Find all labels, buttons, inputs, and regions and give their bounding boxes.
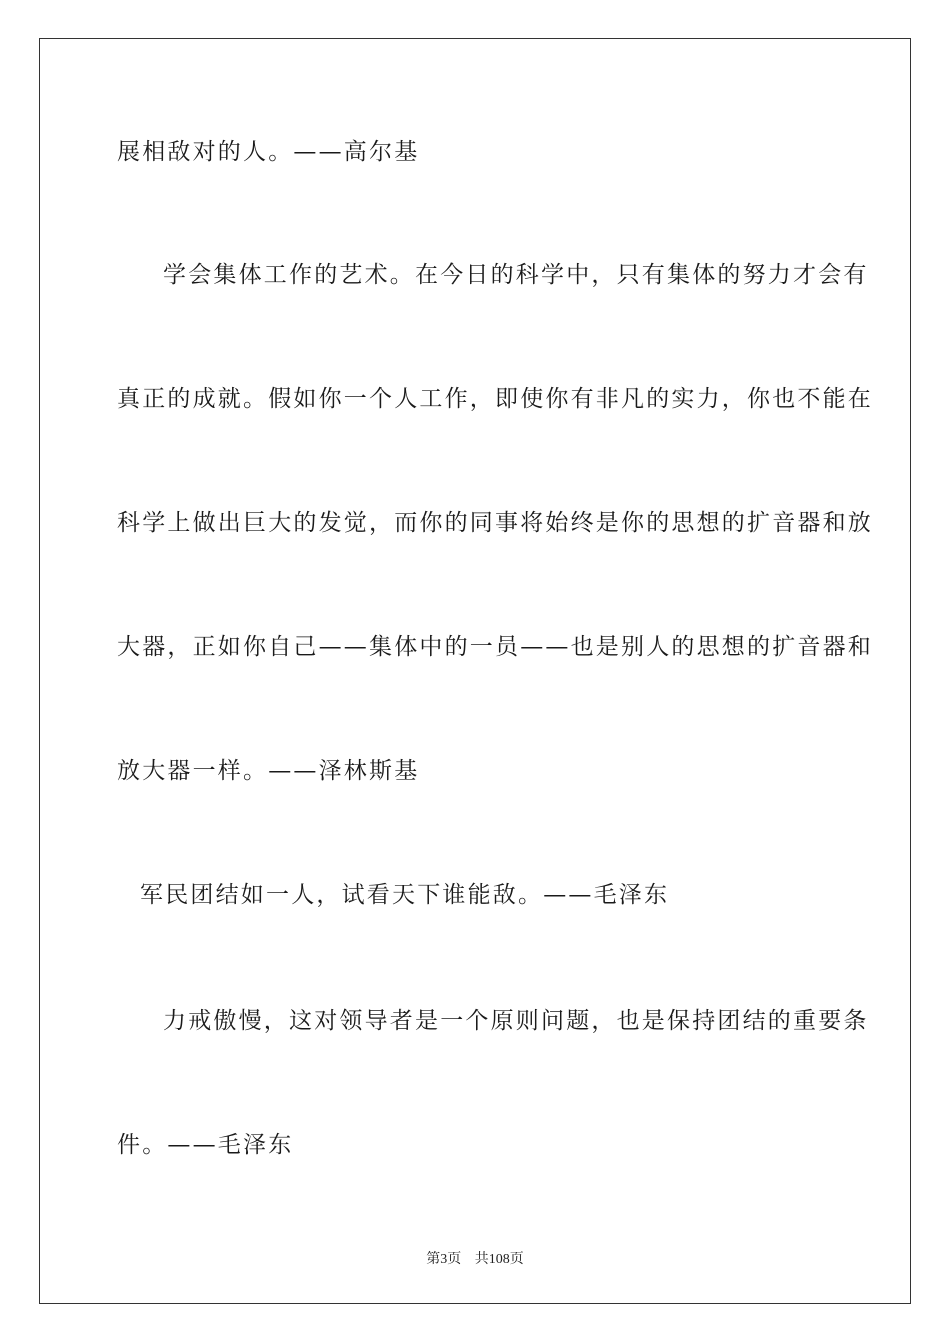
text-line-6: 放大器一样。——泽林斯基 [117, 758, 420, 784]
page-footer [0, 1248, 950, 1268]
text-line-2: 学会集体工作的艺术。在今日的科学中，只有集体的努力才会有 [163, 262, 869, 288]
text-line-5: 大器，正如你自己——集体中的一员——也是别人的思想的扩音器和 [117, 634, 873, 660]
page-number: 第3页 [426, 1252, 462, 1267]
text-line-3: 真正的成就。假如你一个人工作，即使你有非凡的实力，你也不能在 [117, 386, 873, 412]
text-line-9: 件。——毛泽东 [117, 1132, 294, 1158]
text-line-7: 军民团结如一人，试看天下谁能敌。——毛泽东 [140, 882, 670, 908]
page-total: 共108页 [474, 1252, 524, 1267]
text-line-8: 力戒傲慢，这对领导者是一个原则问题，也是保持团结的重要条 [163, 1008, 869, 1034]
page-border [39, 38, 911, 1304]
text-line-4: 科学上做出巨大的发觉，而你的同事将始终是你的思想的扩音器和放 [117, 510, 873, 536]
text-line-1: 展相敌对的人。——高尔基 [117, 139, 420, 165]
